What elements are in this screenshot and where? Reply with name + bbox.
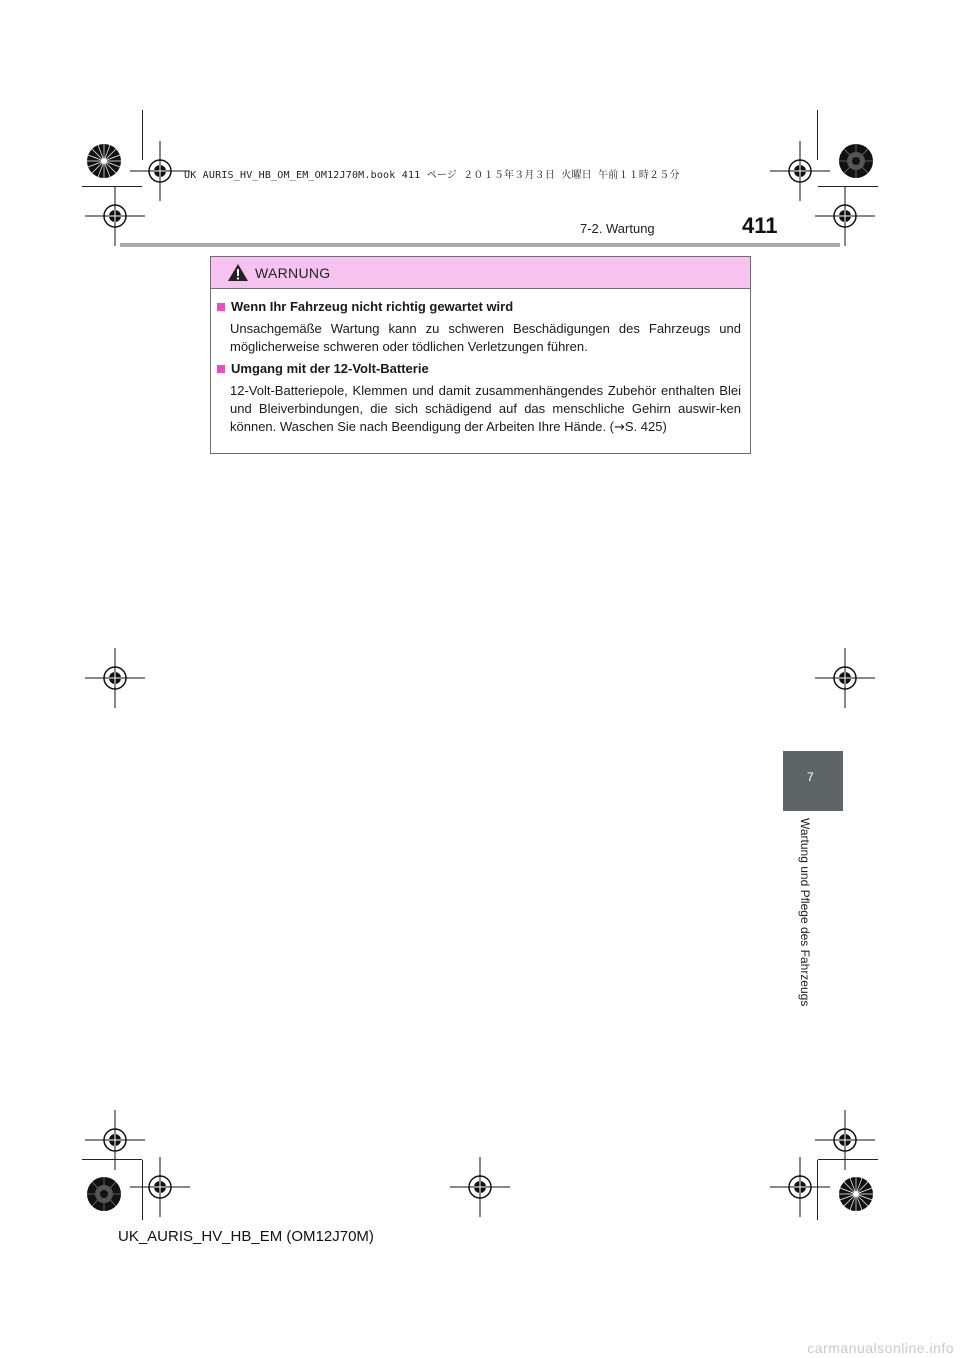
warning-title: WARNUNG	[255, 264, 331, 281]
rosette-mark-top-right	[838, 143, 874, 179]
arrow-right-icon: →	[614, 420, 625, 435]
square-bullet-icon	[217, 365, 225, 373]
warning-box	[210, 256, 751, 454]
watermark: carmanualsonline.info	[807, 1340, 954, 1356]
warning-text-part: 12-Volt-Batteriepole, Klemmen und damit zusammenhängendes Zubehör enthalten Blei und Bleiverbindungen, die sich schädigend auf das menschliche Gehirn auswir-ken können. Waschen Sie nach Beendigung der Arbeiten Ihre Hände. (	[230, 383, 741, 434]
page-reference: S. 425)	[624, 419, 667, 434]
chapter-label: Wartung und Pflege des Fahrzeugs	[798, 818, 812, 1007]
registration-mark-bottom-left-inner	[130, 1157, 190, 1217]
chapter-number: 7	[807, 770, 814, 784]
rosette-mark-bottom-left	[86, 1176, 122, 1212]
warning-item	[217, 360, 741, 437]
warning-item-heading: Umgang mit der 12-Volt-Batterie	[231, 361, 429, 376]
footer-code: UK_AURIS_HV_HB_EM (OM12J70M)	[118, 1228, 374, 1245]
registration-mark-middle-right	[815, 648, 875, 708]
warning-header	[211, 257, 750, 289]
rosette-mark-bottom-right	[838, 1176, 874, 1212]
warning-triangle-icon	[227, 263, 249, 282]
warning-item-title	[217, 360, 741, 378]
warning-item	[217, 298, 741, 356]
trim-line	[817, 1160, 818, 1220]
trim-line	[82, 1159, 142, 1160]
warning-body	[211, 289, 750, 437]
trim-line	[142, 110, 143, 160]
book-info-line: UK AURIS_HV_HB_OM_EM_OM12J70M.book 411 ページ ２０１５年３月３日 火曜日 午前１１時２５分	[184, 170, 680, 181]
section-title: 7-2. Wartung	[580, 221, 655, 236]
trim-line	[142, 1160, 143, 1220]
rosette-mark-top-left	[86, 143, 122, 179]
registration-mark-bottom-center	[450, 1157, 510, 1217]
page-number: 411	[742, 213, 778, 238]
trim-line	[818, 1159, 878, 1160]
square-bullet-icon	[217, 303, 225, 311]
trim-line	[818, 186, 878, 187]
registration-mark-top-left-outer	[85, 186, 145, 246]
registration-mark-bottom-right-inner	[770, 1157, 830, 1217]
trim-line	[82, 186, 142, 187]
warning-item-heading: Wenn Ihr Fahrzeug nicht richtig gewartet wird	[231, 299, 514, 314]
chapter-tab	[783, 751, 843, 811]
warning-item-text	[217, 382, 741, 437]
header-rule	[120, 243, 840, 247]
warning-item-text: Unsachgemäße Wartung kann zu schweren Beschädigungen des Fahrzeugs und möglicherweise schweren oder tödlichen Verletzungen führen.	[230, 321, 741, 354]
registration-mark-middle-left	[85, 648, 145, 708]
trim-line	[817, 110, 818, 160]
warning-item-title	[217, 298, 741, 316]
registration-mark-top-right-outer	[815, 186, 875, 246]
